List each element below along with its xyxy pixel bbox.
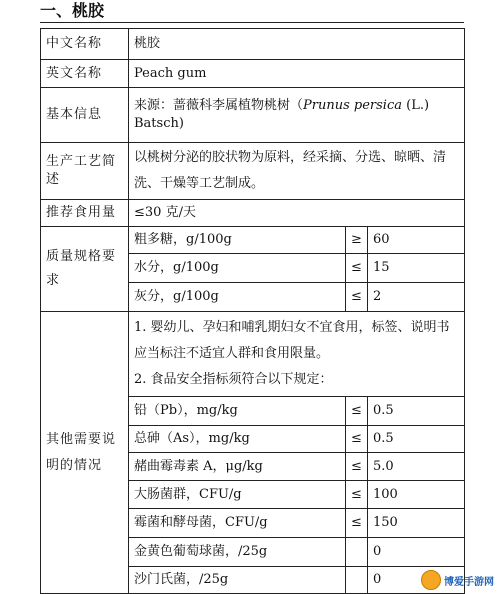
safety-item-name: 总砷（As），mg/kg: [129, 426, 346, 453]
safety-item-value: 5.0: [368, 453, 465, 481]
quality-item-value: 60: [368, 227, 465, 254]
basic-info-label: 基本信息: [41, 88, 129, 143]
other-note-1: 1. 婴幼儿、孕妇和哺乳期妇女不宜食用，标签、说明书应当标注不适宜人群和食用限量。: [134, 320, 450, 361]
basic-info-value: [129, 88, 465, 143]
quality-item-name: 水分，g/100g: [129, 254, 346, 283]
safety-item-name: 大肠菌群，CFU/g: [129, 481, 346, 509]
safety-item-value: 0.5: [368, 397, 465, 426]
other-notes: [129, 312, 465, 397]
process-value: 以桃树分泌的胶状物为原料，经采摘、分选、晾晒、清洗、干燥等工艺制成。: [129, 143, 465, 200]
other-label: 其他需要说明的情况: [41, 312, 129, 594]
quality-item-value: 2: [368, 283, 465, 312]
safety-item-value: 0: [368, 567, 465, 594]
safety-item-name: 霉菌和酵母菌，CFU/g: [129, 509, 346, 538]
safety-item-op: [346, 538, 368, 567]
safety-item-name: 金黄色葡萄球菌，/25g: [129, 538, 346, 567]
en-name-value: Peach gum: [129, 60, 465, 88]
row-cn-name: [41, 29, 465, 60]
basic-info-latin: Prunus persica: [303, 98, 402, 113]
dosage-value: ≤30 克/天: [129, 200, 465, 227]
row-dosage: [41, 200, 465, 227]
basic-info-text-after: (L.) Batsch): [134, 98, 430, 131]
safety-item-name: 沙门氏菌，/25g: [129, 567, 346, 594]
process-label: 生产工艺简述: [41, 143, 129, 200]
safety-item-value: 0: [368, 538, 465, 567]
spec-table: [40, 28, 465, 594]
quality-item-name: 粗多糖，g/100g: [129, 227, 346, 254]
quality-item-op: ≤: [346, 254, 368, 283]
dosage-label: 推荐食用量: [41, 200, 129, 227]
safety-item-op: [346, 567, 368, 594]
safety-item-name: 赭曲霉毒素 A，μg/kg: [129, 453, 346, 481]
safety-item-value: 150: [368, 509, 465, 538]
cn-name-value: 桃胶: [129, 29, 465, 60]
safety-item-name: 铅（Pb），mg/kg: [129, 397, 346, 426]
watermark: [421, 570, 494, 590]
quality-label: 质量规格要求: [41, 227, 129, 312]
basic-info-text-before: 来源：蔷薇科李属植物桃树（: [134, 98, 304, 113]
heading-underline: [40, 22, 464, 23]
cn-name-label: 中文名称: [41, 29, 129, 60]
safety-item-op: ≤: [346, 426, 368, 453]
safety-item-value: 100: [368, 481, 465, 509]
row-process: [41, 143, 465, 200]
quality-row: [41, 227, 465, 254]
other-notes-row: [41, 312, 465, 397]
quality-item-value: 15: [368, 254, 465, 283]
safety-item-op: ≤: [346, 481, 368, 509]
quality-item-op: ≥: [346, 227, 368, 254]
safety-item-op: ≤: [346, 509, 368, 538]
en-name-label: 英文名称: [41, 60, 129, 88]
row-basic-info: [41, 88, 465, 143]
watermark-text: 博爱手游网: [444, 576, 494, 588]
row-en-name: [41, 60, 465, 88]
quality-item-name: 灰分，g/100g: [129, 283, 346, 312]
safety-item-op: ≤: [346, 453, 368, 481]
game-controller-icon: [421, 570, 441, 590]
quality-item-op: ≤: [346, 283, 368, 312]
other-note-2: 2. 食品安全指标须符合以下规定：: [134, 372, 333, 387]
safety-item-op: ≤: [346, 397, 368, 426]
section-heading: 一、桃胶: [40, 1, 105, 20]
safety-item-value: 0.5: [368, 426, 465, 453]
